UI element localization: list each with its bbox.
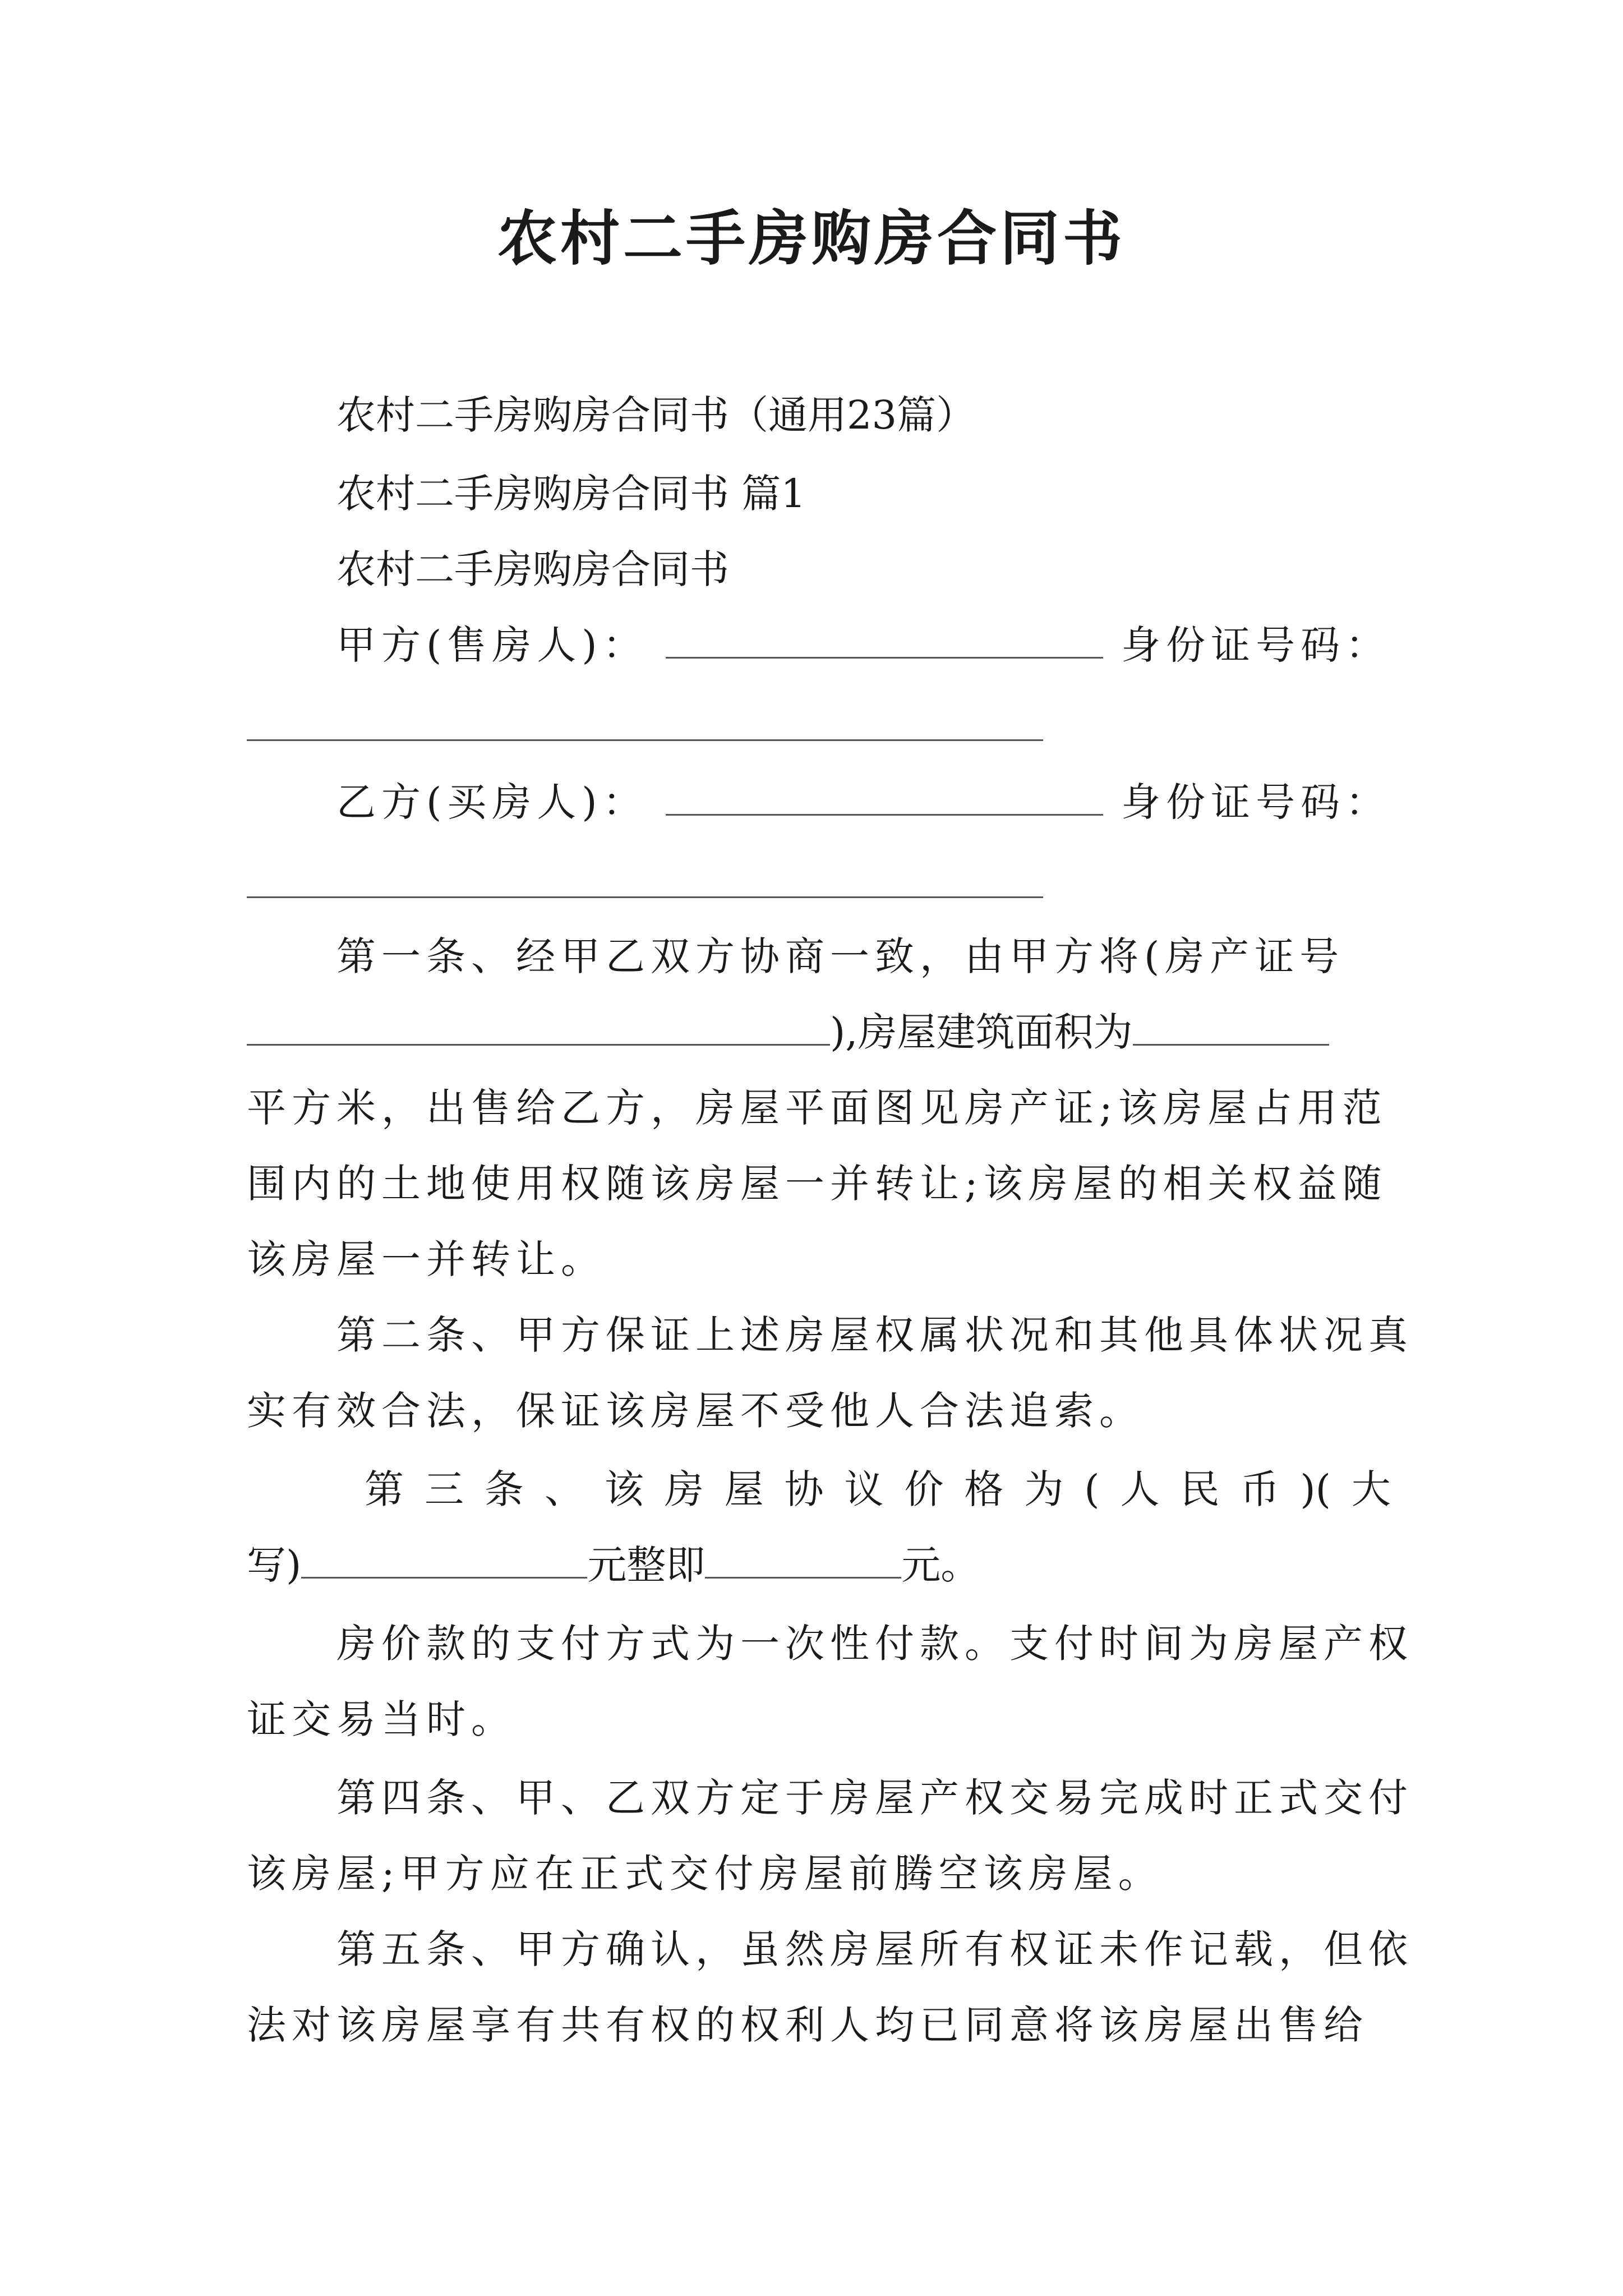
article-1-line-5: 该房屋一并转让。 xyxy=(247,1236,606,1282)
payment-line-2: 证交易当时。 xyxy=(247,1696,516,1742)
a3-char: 格 xyxy=(964,1466,1004,1512)
a3-char: )( xyxy=(1300,1466,1331,1512)
property-cert-blank[interactable] xyxy=(247,1005,830,1046)
party-b-id-label: 身份证号码： xyxy=(1121,779,1391,825)
a3-char: 价 xyxy=(904,1466,944,1512)
a3-char: 、 xyxy=(544,1466,584,1512)
a3-char: 人 xyxy=(1120,1466,1160,1512)
a3-char: 民 xyxy=(1180,1466,1220,1512)
price-in-words-blank[interactable] xyxy=(301,1538,587,1579)
article-2-line-1: 第二条、甲方保证上述房屋权属状况和其他具体状况真 xyxy=(336,1312,1413,1358)
article-3-line-2 xyxy=(247,1537,980,1593)
intro-line-3: 农村二手房购房合同书 xyxy=(336,546,729,592)
article-2-line-2: 实有效合法，保证该房屋不受他人合法追索。 xyxy=(247,1388,1144,1434)
payment-line-1: 房价款的支付方式为一次性付款。支付时间为房屋产权 xyxy=(336,1621,1413,1667)
article-1-line-1: 第一条、经甲乙双方协商一致，由甲方将(房产证号 xyxy=(336,933,1345,979)
article-5-line-2: 法对该房屋享有共有权的权利人均已同意将该房屋出售给 xyxy=(247,2002,1368,2048)
party-a-id-label: 身份证号码： xyxy=(1121,622,1391,668)
article-1-line-3: 平方米，出售给乙方，房屋平面图见房产证;该房屋占用范 xyxy=(247,1085,1387,1131)
a3-char: 该 xyxy=(604,1466,644,1512)
article-1-area-label: ),房屋建筑面积为 xyxy=(830,1009,1133,1055)
party-b-name-blank[interactable] xyxy=(666,775,1103,816)
a3-char: 条 xyxy=(484,1466,524,1512)
party-b-row xyxy=(336,774,1390,830)
price-prefix: 写) xyxy=(247,1542,302,1588)
article-4-line-2: 该房屋;甲方应在正式交付房屋前腾空该房屋。 xyxy=(247,1851,1163,1897)
party-a-id-blank[interactable] xyxy=(247,739,1043,741)
price-suffix: 元。 xyxy=(901,1542,980,1588)
article-1-line-2 xyxy=(247,1004,1391,1060)
a3-char: 为 xyxy=(1024,1466,1064,1512)
intro-line-1: 农村二手房购房合同书（通用23篇） xyxy=(336,392,976,438)
party-a-label: 甲方(售房人)： xyxy=(336,622,648,668)
article-1-line-4: 围内的土地使用权随该房屋一并转让;该房屋的相关权益随 xyxy=(247,1161,1387,1207)
article-3-line-1 xyxy=(365,1461,1391,1517)
article-4-line-1: 第四条、甲、乙双方定于房屋产权交易完成时正式交付 xyxy=(336,1775,1413,1821)
a3-char: 协 xyxy=(784,1466,824,1512)
price-in-figures-blank[interactable] xyxy=(705,1538,901,1579)
a3-char: 三 xyxy=(424,1466,464,1512)
party-a-name-blank[interactable] xyxy=(666,618,1103,659)
a3-char: 屋 xyxy=(724,1466,764,1512)
intro-line-2: 农村二手房购房合同书 篇1 xyxy=(336,471,806,517)
article-5-line-1: 第五条、甲方确认，虽然房屋所有权证未作记载，但依 xyxy=(336,1926,1413,1972)
a3-char: 第 xyxy=(365,1466,404,1512)
party-b-label: 乙方(买房人)： xyxy=(336,779,648,825)
a3-char: 币 xyxy=(1240,1466,1280,1512)
price-mid: 元整即 xyxy=(587,1542,706,1588)
a3-char: 大 xyxy=(1351,1466,1391,1512)
party-b-id-blank[interactable] xyxy=(247,896,1043,898)
document-title: 农村二手房购房合同书 xyxy=(497,203,1126,273)
a3-char: 议 xyxy=(844,1466,884,1512)
party-a-row xyxy=(336,617,1390,673)
a3-char: ( xyxy=(1084,1466,1100,1512)
a3-char: 房 xyxy=(664,1466,704,1512)
floor-area-blank[interactable] xyxy=(1133,1005,1329,1046)
